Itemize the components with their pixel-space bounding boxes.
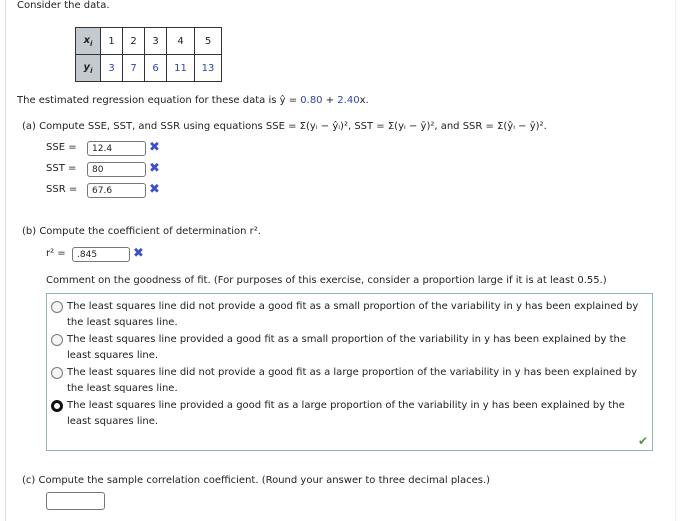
r2-label: r² = [46, 248, 66, 259]
sst-input[interactable]: 80 [87, 162, 146, 177]
r2-input[interactable]: .845 [72, 247, 130, 262]
option-4[interactable]: The least squares line provided a good fit as a large proportion of the variability in y has been explained by the least squares line. [67, 398, 642, 430]
x-cell: 3 [145, 28, 167, 55]
y-cell: 6 [145, 55, 167, 82]
x-cell: 5 [195, 28, 222, 55]
table-row-y [76, 55, 222, 82]
intro-text: Consider the data. [17, 0, 110, 11]
sse-input[interactable]: 12.4 [87, 141, 146, 156]
radio-button[interactable] [51, 334, 63, 346]
y-cell: 7 [123, 55, 145, 82]
radio-button-selected[interactable] [51, 400, 63, 412]
regression-equation: The estimated regression equation for these data is ŷ = 0.80 + 2.40x. [17, 95, 369, 106]
left-border [5, 0, 6, 521]
data-table [75, 27, 222, 82]
correlation-input[interactable] [46, 492, 105, 510]
option-3[interactable]: The least squares line did not provide a good fit as a large proportion of the variability in y has been explained by the least squares line. [67, 365, 642, 397]
part-a-prompt: (a) Compute SSE, SST, and SSR using equations SSE = Σ(yᵢ − ŷᵢ)², SST = Σ(yᵢ − ȳ)², and SSR = Σ(ŷᵢ − ȳ)². [22, 121, 547, 132]
goodness-of-fit-options [46, 293, 653, 451]
incorrect-icon: ✖ [149, 140, 160, 155]
comment-prompt: Comment on the goodness of fit. (For purposes of this exercise, consider a proportion large if it is at least 0.55.) [46, 275, 607, 286]
incorrect-icon: ✖ [149, 182, 160, 197]
ssr-label: SSR = [46, 184, 78, 195]
radio-button[interactable] [51, 301, 63, 313]
y-cell: 11 [167, 55, 195, 82]
y-header: $y_i$ [76, 55, 101, 82]
correct-check-icon: ✔ [637, 434, 648, 448]
option-2[interactable]: The least squares line provided a good fit as a small proportion of the variability in y has been explained by the least squares line. [67, 332, 642, 364]
ssr-input[interactable]: 67.6 [87, 183, 146, 198]
incorrect-icon: ✖ [149, 161, 160, 176]
sse-label: SSE = [46, 142, 77, 153]
right-border [675, 0, 676, 521]
y-cell: 13 [195, 55, 222, 82]
table-row-x [76, 28, 222, 55]
part-c-prompt: (c) Compute the sample correlation coefficient. (Round your answer to three decimal places.) [22, 475, 491, 486]
x-cell: 2 [123, 28, 145, 55]
x-header: $x_i$ [76, 28, 101, 55]
x-cell: 1 [101, 28, 123, 55]
incorrect-icon: ✖ [133, 246, 144, 261]
radio-button[interactable] [51, 367, 63, 379]
y-cell: 3 [101, 55, 123, 82]
part-b-prompt: (b) Compute the coefficient of determination r². [22, 226, 261, 237]
x-cell: 4 [167, 28, 195, 55]
option-1[interactable]: The least squares line did not provide a good fit as a small proportion of the variability in y has been explained by the least squares line. [67, 299, 642, 331]
sst-label: SST = [46, 163, 77, 174]
